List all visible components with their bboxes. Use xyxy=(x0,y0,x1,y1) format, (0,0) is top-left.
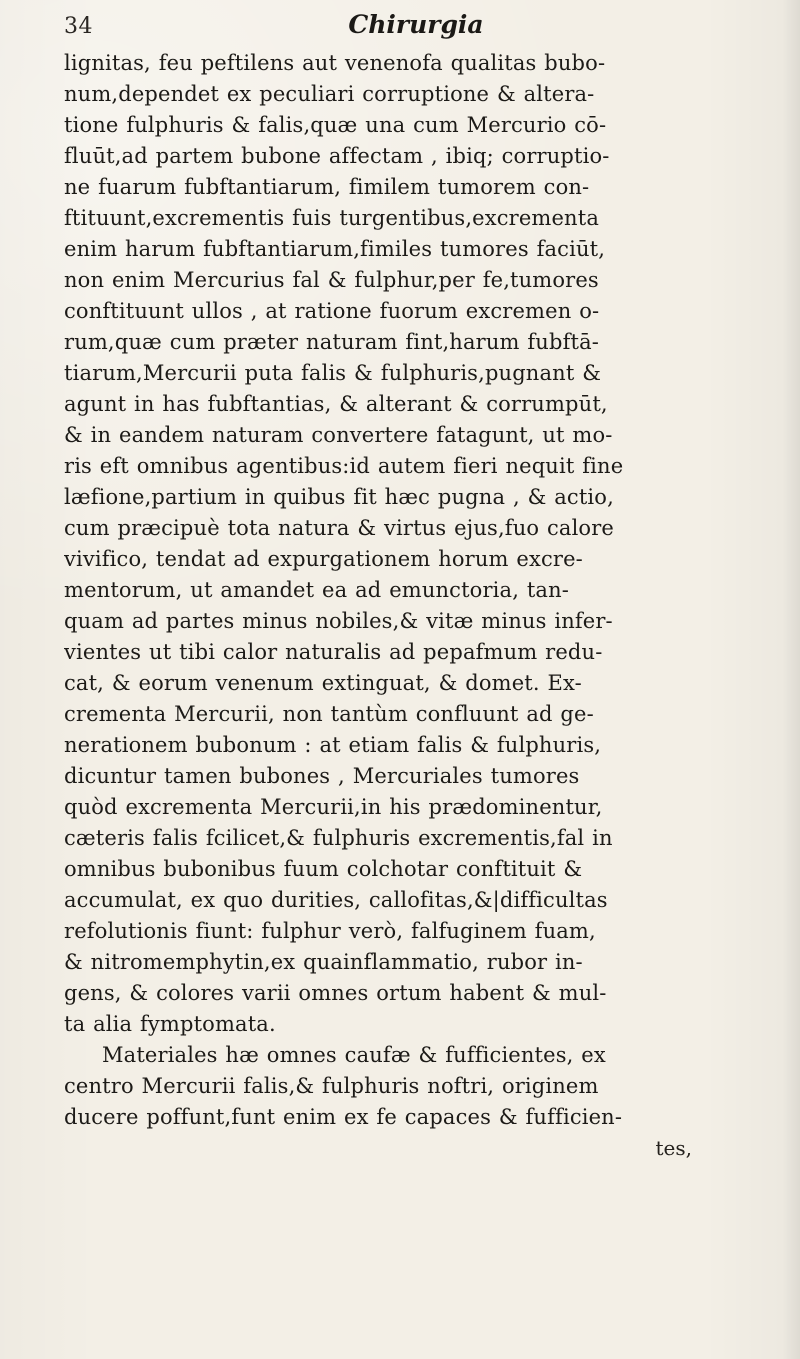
body-text xyxy=(64,48,774,1133)
text-line: accumulat, ex quo durities, callofitas,&|difficultas xyxy=(64,888,608,912)
text-line: tione fulphuris & falis,quæ una cum Mercurio cō- xyxy=(64,113,607,137)
text-line: tiarum,Mercurii puta falis & fulphuris,pugnant & xyxy=(64,361,602,385)
text-line: ris eft omnibus agentibus:id autem fieri nequit fine xyxy=(64,454,624,478)
text-line: ne fuarum fubftantiarum, fimilem tumorem con- xyxy=(64,175,590,199)
text-line: & nitromemphytin,ex quainflammatio, rubor in- xyxy=(64,950,583,974)
running-title: Chirurgia xyxy=(348,10,484,39)
page-edge-shadow xyxy=(782,0,800,1359)
text-line: ta alia fymptomata. xyxy=(64,1012,276,1036)
running-head xyxy=(64,10,764,44)
text-line: vivifico, tendat ad expurgationem horum excre- xyxy=(64,547,583,571)
text-line: rum,quæ cum præter naturam fint,harum fubftā- xyxy=(64,330,600,354)
text-line: cum præcipuè tota natura & virtus ejus,fuo calore xyxy=(64,516,614,540)
catchword: tes, xyxy=(655,1136,692,1160)
text-line: læfione,partium in quibus fit hæc pugna , & actio, xyxy=(64,485,614,509)
text-line: refolutionis fiunt: fulphur verò, falfuginem fuam, xyxy=(64,919,596,943)
paragraph-first-line: Materiales hæ omnes caufæ & fufficientes, ex xyxy=(102,1043,606,1067)
text-line: omnibus bubonibus fuum colchotar conftituit & xyxy=(64,857,583,881)
text-line: agunt in has fubftantias, & alterant & corrumpūt, xyxy=(64,392,608,416)
text-line: gens, & colores varii omnes ortum habent & mul- xyxy=(64,981,607,1005)
page-number: 34 xyxy=(64,14,93,39)
text-line: num,dependet ex peculiari corruptione & altera- xyxy=(64,82,595,106)
text-line: centro Mercurii falis,& fulphuris noftri, originem xyxy=(64,1074,599,1098)
text-line: ducere poffunt,funt enim ex fe capaces & fufficien- xyxy=(64,1105,623,1129)
text-line: cat, & eorum venenum extinguat, & domet. Ex- xyxy=(64,671,582,695)
text-line: non enim Mercurius fal & fulphur,per fe,tumores xyxy=(64,268,599,292)
text-line: dicuntur tamen bubones , Mercuriales tumores xyxy=(64,764,580,788)
text-line: vientes ut tibi calor naturalis ad pepafmum redu- xyxy=(64,640,603,664)
text-line: quòd excrementa Mercurii,in his prædominentur, xyxy=(64,795,603,819)
text-line: crementa Mercurii, non tantùm confluunt ad ge- xyxy=(64,702,594,726)
text-line: mentorum, ut amandet ea ad emunctoria, tan- xyxy=(64,578,570,602)
text-line: conftituunt ullos , at ratione fuorum excremen o- xyxy=(64,299,600,323)
text-line: cæteris falis fcilicet,& fulphuris excrementis,fal in xyxy=(64,826,613,850)
text-line: nerationem bubonum : at etiam falis & fulphuris, xyxy=(64,733,602,757)
text-line: lignitas, feu peftilens aut venenofa qualitas bubo- xyxy=(64,51,606,75)
text-line: & in eandem naturam convertere fatagunt, ut mo- xyxy=(64,423,613,447)
text-line: enim harum fubftantiarum,fimiles tumores faciūt, xyxy=(64,237,606,261)
text-line: ftituunt,excrementis fuis turgentibus,excrementa xyxy=(64,206,599,230)
text-line: quam ad partes minus nobiles,& vitæ minus infer- xyxy=(64,609,613,633)
text-line: fluūt,ad partem bubone affectam , ibiq; corruptio- xyxy=(64,144,610,168)
